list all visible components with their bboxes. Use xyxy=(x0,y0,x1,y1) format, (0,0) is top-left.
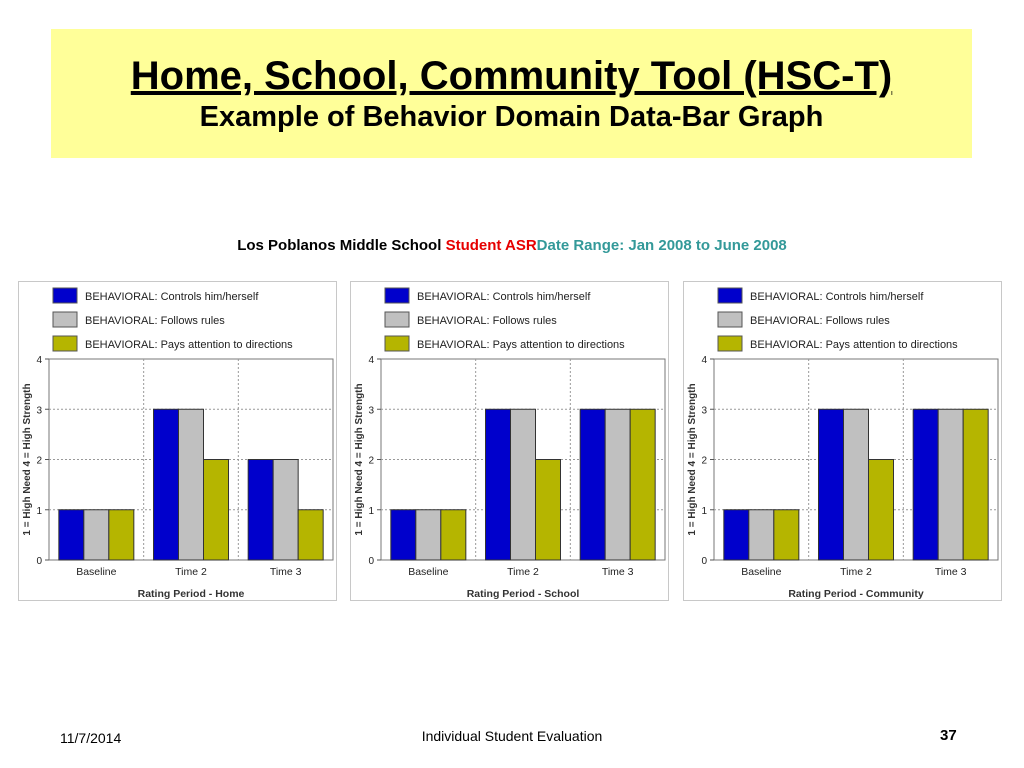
legend-label: BEHAVIORAL: Controls him/herself xyxy=(85,291,259,303)
chart-panel-school xyxy=(350,281,669,601)
bar xyxy=(298,510,323,560)
context-range: Date Range: Jan 2008 to June 2008 xyxy=(536,237,787,254)
bar xyxy=(154,409,179,560)
y-axis-label: 1 = High Need 4 = High Strength xyxy=(687,383,698,536)
legend-label: BEHAVIORAL: Follows rules xyxy=(417,315,557,327)
bar xyxy=(536,460,561,561)
bar xyxy=(605,409,630,560)
slide-subtitle: Example of Behavior Domain Data-Bar Graph xyxy=(199,101,824,133)
x-tick-label: Time 3 xyxy=(269,566,302,578)
x-tick-label: Time 2 xyxy=(507,566,539,578)
legend-label: BEHAVIORAL: Controls him/herself xyxy=(417,291,591,303)
bar xyxy=(749,510,774,560)
legend-label: BEHAVIORAL: Follows rules xyxy=(750,315,890,327)
bar xyxy=(774,510,799,560)
y-tick-label: 1 xyxy=(368,505,374,517)
y-tick-label: 4 xyxy=(368,355,374,366)
bar xyxy=(869,460,894,561)
bar xyxy=(179,409,204,560)
y-tick-label: 3 xyxy=(368,405,374,417)
bar xyxy=(938,409,963,560)
x-tick-label: Baseline xyxy=(741,566,782,578)
x-tick-label: Time 3 xyxy=(934,566,967,578)
bar xyxy=(84,510,109,560)
chart-panel-home xyxy=(18,281,337,601)
bar xyxy=(204,460,229,561)
footer-date: 11/7/2014 xyxy=(60,730,122,746)
x-axis-label: Rating Period - School xyxy=(466,588,580,600)
y-tick-label: 3 xyxy=(701,405,707,417)
legend-swatch xyxy=(53,288,77,303)
legend-swatch xyxy=(718,288,742,303)
legend-swatch xyxy=(385,288,409,303)
legend-swatch xyxy=(718,336,742,351)
y-tick-label: 0 xyxy=(368,556,374,567)
bar xyxy=(441,510,466,560)
y-tick-label: 4 xyxy=(36,355,42,366)
x-axis-label: Rating Period - Community xyxy=(788,588,924,600)
legend-label: BEHAVIORAL: Follows rules xyxy=(85,315,225,327)
legend-label: BEHAVIORAL: Pays attention to directions xyxy=(417,339,625,351)
legend-label: BEHAVIORAL: Controls him/herself xyxy=(750,291,924,303)
footer-title: Individual Student Evaluation xyxy=(421,728,603,744)
bar xyxy=(819,409,844,560)
legend-swatch xyxy=(385,336,409,351)
legend-label: BEHAVIORAL: Pays attention to directions xyxy=(750,339,958,351)
bar xyxy=(486,409,511,560)
x-tick-label: Time 2 xyxy=(840,566,872,578)
bar xyxy=(844,409,869,560)
bar-chart-home xyxy=(19,282,336,600)
bar xyxy=(913,409,938,560)
x-tick-label: Baseline xyxy=(76,566,117,578)
x-tick-label: Baseline xyxy=(408,566,449,578)
bar xyxy=(963,409,988,560)
context-school: Los Poblanos Middle School xyxy=(237,237,442,254)
bar xyxy=(630,409,655,560)
y-tick-label: 2 xyxy=(368,455,374,467)
bar xyxy=(248,460,273,561)
bar xyxy=(511,409,536,560)
y-tick-label: 0 xyxy=(36,556,42,567)
chart-panel-community xyxy=(683,281,1002,601)
bar-chart-community xyxy=(684,282,1001,600)
legend-swatch xyxy=(718,312,742,327)
y-tick-label: 0 xyxy=(701,556,707,567)
legend-swatch xyxy=(53,312,77,327)
y-tick-label: 1 xyxy=(36,505,42,517)
legend-label: BEHAVIORAL: Pays attention to directions xyxy=(85,339,293,351)
legend-swatch xyxy=(385,312,409,327)
x-tick-label: Time 3 xyxy=(601,566,634,578)
bar xyxy=(580,409,605,560)
y-tick-label: 2 xyxy=(701,455,707,467)
context-student: Student ASR xyxy=(445,237,537,254)
bar xyxy=(416,510,441,560)
y-tick-label: 2 xyxy=(36,455,42,467)
y-tick-label: 4 xyxy=(701,355,707,366)
slide-title: Home, School, Community Tool (HSC-T) xyxy=(130,54,893,98)
chart-context-line xyxy=(0,237,1024,254)
bar xyxy=(109,510,134,560)
bar-chart-school xyxy=(351,282,668,600)
y-tick-label: 3 xyxy=(36,405,42,417)
y-axis-label: 1 = High Need 4 = High Strength xyxy=(354,383,365,536)
legend-swatch xyxy=(53,336,77,351)
bar xyxy=(391,510,416,560)
title-box xyxy=(51,29,972,158)
y-axis-label: 1 = High Need 4 = High Strength xyxy=(22,383,33,536)
bar xyxy=(724,510,749,560)
x-axis-label: Rating Period - Home xyxy=(137,588,245,600)
y-tick-label: 1 xyxy=(701,505,707,517)
bar xyxy=(59,510,84,560)
page-number: 37 xyxy=(940,727,957,744)
bar xyxy=(273,460,298,561)
x-tick-label: Time 2 xyxy=(175,566,207,578)
